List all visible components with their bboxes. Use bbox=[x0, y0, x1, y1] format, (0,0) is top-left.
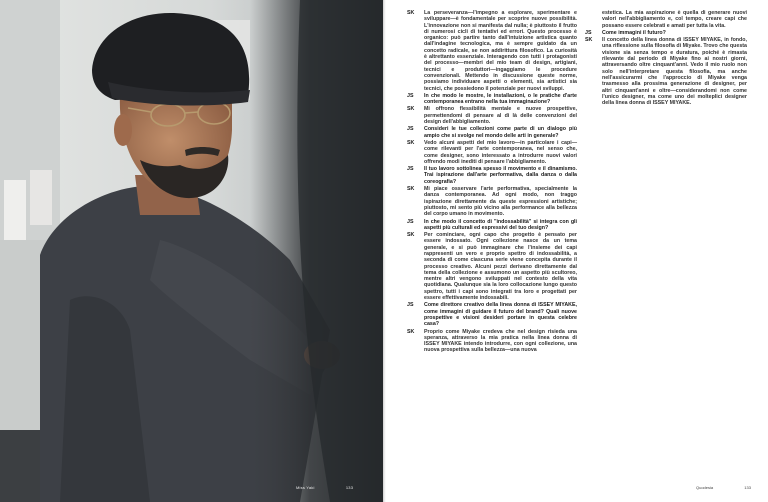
speaker-initials: SK bbox=[585, 37, 593, 44]
interview-question bbox=[585, 30, 747, 36]
interview-answer bbox=[407, 329, 577, 354]
interview-question bbox=[407, 166, 577, 185]
interview-answer bbox=[407, 106, 577, 125]
right-folio-number: 133 bbox=[744, 485, 751, 490]
interview-text: Mi piace osservare l'arte performativa, specialmente la danza contemporanea. Ad ogni modo, non traggo ispirazione direttamente da queste espressioni artistiche; piuttosto, mi sento più vicino alla performance alla bellezza del corpo umano in movimento. bbox=[424, 186, 577, 218]
interview-answer bbox=[585, 37, 747, 106]
interview-answer bbox=[407, 232, 577, 301]
interview-text: Proprio come Miyake credeva che nel design risieda una speranza, attraverso la mia pratica nella linea donna di ISSEY MIYAKE intendo introdurre, con ogni collezione, una nuova prospettiva sulla bellezza—una nuova bbox=[424, 328, 577, 354]
speaker-initials: JS bbox=[407, 218, 414, 225]
speaker-initials: SK bbox=[407, 232, 415, 239]
interview-text: estetica. La mia aspirazione è quella di generare nuovi valori nell'abbigliamento e, col tempo, creare capi che possano essere celebrati e amati per tutta la vita. bbox=[602, 10, 747, 29]
right-folio-name: Quodesia bbox=[696, 485, 714, 490]
interview-text: Consideri le tue collezioni come parte di un dialogo più ampio che si svolge nel mondo delle arti in generale? bbox=[424, 126, 577, 139]
interview-answer bbox=[407, 140, 577, 165]
speaker-initials: SK bbox=[407, 328, 415, 335]
left-folio-name: Miss Yaki bbox=[296, 485, 315, 490]
left-folio bbox=[296, 485, 353, 490]
interview-text: In che modo le mostre, le installazioni, o le pratiche d'arte contemporanea entrano nella tua immaginazione? bbox=[424, 92, 577, 106]
interview-text: Come immagini il futuro? bbox=[602, 29, 666, 36]
speaker-initials: SK bbox=[407, 10, 415, 16]
speaker-initials: JS bbox=[585, 29, 592, 36]
speaker-initials: SK bbox=[407, 106, 415, 113]
interview-answer bbox=[407, 186, 577, 217]
interview-question bbox=[407, 219, 577, 232]
portrait-photo bbox=[0, 0, 383, 502]
text-column-1 bbox=[407, 10, 577, 355]
speaker-initials: SK bbox=[407, 186, 415, 193]
left-folio-number: 133 bbox=[345, 485, 354, 490]
text-column-2 bbox=[585, 10, 747, 107]
interview-text: Per cominciare, ogni capo che progetto è pensato per essere indossato. Ogni collezione nasce da un tema generale, e si può immaginare che l'insieme dei capi rappresenti un vero e proprio spettro di indossabilità, a seconda di come ciascuna serie viene concepita durante il processo creativo. Alcuni pezzi derivano direttamente dal tema della collezione e assumono un aspetto più scultoreo, mentre altri vengono sviluppati nel contesto della vita quotidiana. Qualunque sia la loro collocazione lungo questo spettro, tutti i capi sono integrati tra loro e progettati per essere effettivamente indossabili. bbox=[424, 232, 577, 302]
interview-answer bbox=[407, 10, 577, 92]
interview-answer bbox=[585, 10, 747, 29]
interview-question bbox=[407, 93, 577, 106]
right-folio bbox=[696, 485, 751, 490]
speaker-initials: SK bbox=[407, 139, 415, 146]
interview-question bbox=[407, 126, 577, 139]
speaker-initials bbox=[585, 10, 602, 29]
speaker-initials: JS bbox=[407, 92, 414, 99]
interview-text: In che modo il concetto di "indossabilità" si integra con gli aspetti più culturali ed espressivi del tuo design? bbox=[424, 218, 577, 231]
interview-text: Il concetto della linea donna di ISSEY MIYAKE, in fondo, una riflessione sulla filosofia di Miyake. Trovo che questa visione sia senza tempo e duratura, poiché è rimasta rilevante dal periodo di Miyake fino ai nostri giorni, attraversando oltre cinquant'anni. Vedo il mio ruolo non solo nell'interpretare questa filosofia, ma anche nell'assicurarmi che l'approccio di Miyake venga trasmesso alla prossima generazione di designer, per altri cinquant'anni e oltre—considerandomi non come l'unico designer, ma come uno dei molteplici designer della linea donna di ISSEY MIYAKE. bbox=[602, 37, 747, 107]
interview-question bbox=[407, 302, 577, 327]
interview-text: Come direttore creativo della linea donna di ISSEY MIYAKE, come immagini di guidare il futuro del brand? Quali nuove prospettive e visioni desideri portare in questa celebre casa? bbox=[424, 302, 577, 328]
portrait-illustration bbox=[0, 0, 383, 502]
interview-text: Mi offrono flessibilità mentale e nuove prospettive, permettendomi di pensare al di là delle convenzioni del design dell'abbigliamento. bbox=[424, 106, 577, 126]
interview-text: Vedo alcuni aspetti del mio lavoro—in particolare i capi—come rilevanti per l'arte contemporanea, nel senso che, come designer, sono interessato a introdurre nuovi valori offrendo modi inediti di pensare l'abbigliamento. bbox=[424, 139, 577, 165]
speaker-initials: JS bbox=[407, 166, 414, 173]
speaker-initials: JS bbox=[407, 126, 414, 133]
interview-text: Il tuo lavoro sottolinea spesso il movimento e il dinamismo. Trai ispirazione dall'arte performativa, dalla danza o dalla coreografia? bbox=[424, 166, 577, 185]
interview-page bbox=[386, 0, 768, 502]
speaker-initials: JS bbox=[407, 302, 414, 309]
interview-text: La perseveranza—l'impegno a esplorare, sperimentare e sviluppare—è fondamentale per scoprire nuove possibilità. L'innovazione non si manifesta dal nulla; è piuttosto il frutto di numerosi cicli di tentativi ed errori. Questo processo è organico: può partire tanto dall'intuizione artistica quanto dall'indagine tecnologica, ma è sempre guidato da un concetto radicale, se non addirittura filosofico. La curiosità è altrettanto essenziale. Interagendo con tutti i protagonisti del processo—membri del mio team di design, artigiani, tecnici e produttori—ingaggiamo le procedure convenzionali. Mettendo in discussione queste norme, possiamo individuare aspetti o elementi, sia artistici sia tecnici, che possiedono il potenziale per nuovi sviluppi. bbox=[424, 10, 577, 92]
